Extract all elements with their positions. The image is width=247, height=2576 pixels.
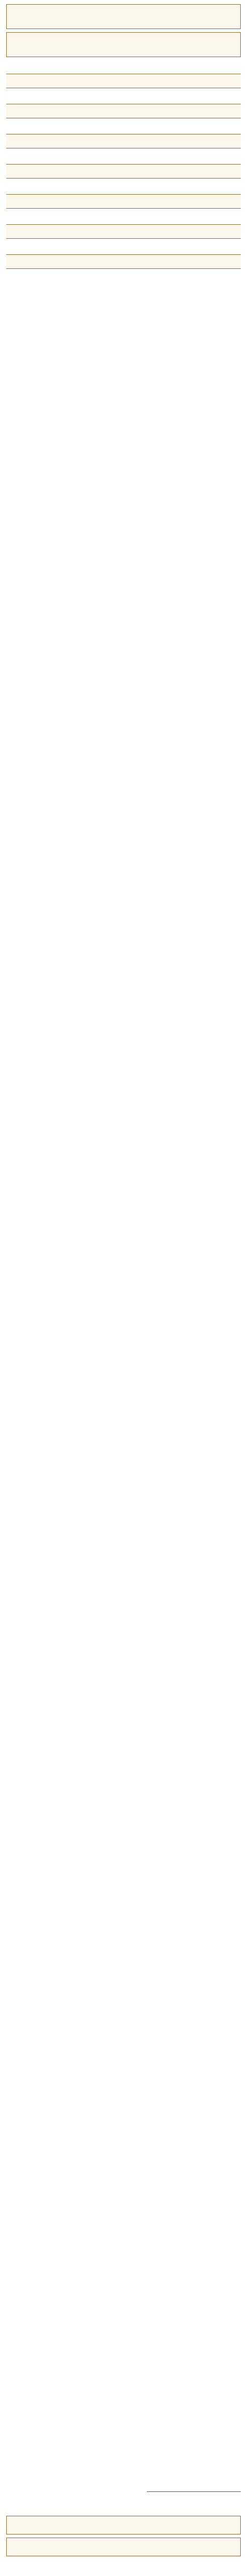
- header-verse-band-secondary: [6, 32, 241, 57]
- quran-verse-band: [6, 224, 241, 239]
- quran-verse-band: [6, 134, 241, 148]
- quran-verse-band: [6, 164, 241, 179]
- footnotes-section: [6, 2495, 241, 2512]
- quran-verse-band: [6, 254, 241, 269]
- body-paragraph: [6, 62, 241, 71]
- quran-verse-band: [6, 104, 241, 118]
- body-paragraph: [6, 243, 241, 251]
- quran-verse-band: [6, 194, 241, 209]
- body-paragraph: [6, 92, 241, 101]
- body-paragraph: [6, 122, 241, 131]
- body-paragraph: [6, 153, 241, 161]
- footer-verse-band: [6, 2516, 241, 2534]
- header-verse-band: [6, 4, 241, 29]
- footnote-divider: [147, 2491, 241, 2492]
- quran-verse-band: [6, 74, 241, 88]
- footnote: [6, 2495, 241, 2502]
- body-paragraph: [6, 213, 241, 221]
- body-paragraph: [6, 273, 241, 281]
- body-text-column: [6, 62, 241, 2487]
- footer-verse-band-secondary: [6, 2538, 241, 2556]
- body-paragraph: [6, 183, 241, 191]
- footnote: [6, 2503, 241, 2510]
- page-number: [6, 2559, 241, 2567]
